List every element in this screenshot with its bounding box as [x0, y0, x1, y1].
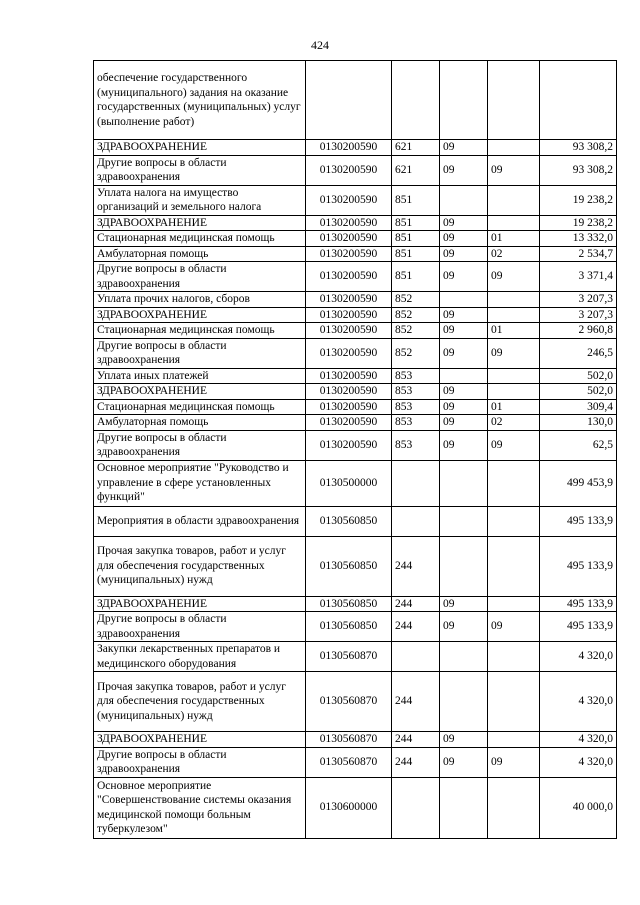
amount-cell: 19 238,2 — [540, 185, 617, 215]
expense-type-cell: 853 — [392, 384, 440, 400]
expense-type-cell: 621 — [392, 140, 440, 156]
expense-type-cell: 851 — [392, 231, 440, 247]
subsection-cell: 09 — [488, 747, 540, 777]
table-row — [94, 536, 617, 596]
name-cell: Основное мероприятие "Совершенствование системы оказания медицинской помощи больным туберкулезом" — [94, 777, 306, 838]
section-cell — [440, 61, 488, 140]
target-article-cell: 0130200590 — [306, 185, 392, 215]
expense-type-cell: 244 — [392, 596, 440, 612]
amount-cell: 93 308,2 — [540, 140, 617, 156]
expense-type-cell: 851 — [392, 262, 440, 292]
subsection-cell — [488, 307, 540, 323]
amount-cell: 62,5 — [540, 430, 617, 460]
section-cell: 09 — [440, 732, 488, 748]
amount-cell: 3 371,4 — [540, 262, 617, 292]
subsection-cell — [488, 61, 540, 140]
section-cell: 09 — [440, 399, 488, 415]
subsection-cell — [488, 140, 540, 156]
table-row — [94, 506, 617, 536]
target-article-cell: 0130200590 — [306, 399, 392, 415]
expense-type-cell — [392, 460, 440, 506]
subsection-cell: 02 — [488, 246, 540, 262]
subsection-cell — [488, 506, 540, 536]
section-cell — [440, 460, 488, 506]
amount-cell: 502,0 — [540, 384, 617, 400]
subsection-cell — [488, 536, 540, 596]
target-article-cell: 0130560870 — [306, 732, 392, 748]
subsection-cell — [488, 732, 540, 748]
expense-type-cell: 244 — [392, 536, 440, 596]
name-cell: Другие вопросы в области здравоохранения — [94, 747, 306, 777]
subsection-cell — [488, 777, 540, 838]
amount-cell: 4 320,0 — [540, 672, 617, 732]
amount-cell: 130,0 — [540, 415, 617, 431]
section-cell: 09 — [440, 246, 488, 262]
section-cell — [440, 292, 488, 308]
section-cell — [440, 185, 488, 215]
expense-type-cell: 621 — [392, 155, 440, 185]
section-cell — [440, 368, 488, 384]
table-row — [94, 642, 617, 672]
target-article-cell: 0130560850 — [306, 536, 392, 596]
table-row — [94, 368, 617, 384]
expense-type-cell: 851 — [392, 215, 440, 231]
amount-cell: 13 332,0 — [540, 231, 617, 247]
name-cell: ЗДРАВООХРАНЕНИЕ — [94, 215, 306, 231]
name-cell: Уплата иных платежей — [94, 368, 306, 384]
expense-type-cell: 244 — [392, 672, 440, 732]
target-article-cell: 0130200590 — [306, 368, 392, 384]
target-article-cell: 0130200590 — [306, 155, 392, 185]
expense-type-cell: 244 — [392, 747, 440, 777]
name-cell: Уплата прочих налогов, сборов — [94, 292, 306, 308]
section-cell: 09 — [440, 430, 488, 460]
expense-type-cell: 852 — [392, 292, 440, 308]
subsection-cell — [488, 384, 540, 400]
section-cell: 09 — [440, 155, 488, 185]
table-row — [94, 140, 617, 156]
target-article-cell: 0130200590 — [306, 215, 392, 231]
name-cell: Амбулаторная помощь — [94, 246, 306, 262]
target-article-cell: 0130200590 — [306, 307, 392, 323]
expense-type-cell: 852 — [392, 338, 440, 368]
subsection-cell: 01 — [488, 323, 540, 339]
name-cell: Основное мероприятие "Руководство и управление в сфере установленных функций" — [94, 460, 306, 506]
subsection-cell — [488, 672, 540, 732]
amount-cell: 499 453,9 — [540, 460, 617, 506]
subsection-cell — [488, 596, 540, 612]
table-row — [94, 262, 617, 292]
expense-type-cell — [392, 61, 440, 140]
target-article-cell: 0130200590 — [306, 262, 392, 292]
target-article-cell: 0130200590 — [306, 430, 392, 460]
subsection-cell: 09 — [488, 338, 540, 368]
table-row — [94, 399, 617, 415]
name-cell: Стационарная медицинская помощь — [94, 399, 306, 415]
name-cell: Другие вопросы в области здравоохранения — [94, 262, 306, 292]
target-article-cell: 0130200590 — [306, 415, 392, 431]
subsection-cell: 09 — [488, 430, 540, 460]
table-row — [94, 430, 617, 460]
target-article-cell: 0130600000 — [306, 777, 392, 838]
table-row — [94, 777, 617, 838]
page-number: 424 — [311, 38, 329, 52]
subsection-cell: 02 — [488, 415, 540, 431]
table-row — [94, 415, 617, 431]
target-article-cell: 0130200590 — [306, 338, 392, 368]
amount-cell: 19 238,2 — [540, 215, 617, 231]
subsection-cell: 09 — [488, 155, 540, 185]
expense-type-cell — [392, 506, 440, 536]
budget-table-body — [94, 61, 617, 839]
target-article-cell: 0130200590 — [306, 323, 392, 339]
amount-cell: 309,4 — [540, 399, 617, 415]
expense-type-cell: 852 — [392, 307, 440, 323]
table-row — [94, 732, 617, 748]
table-row — [94, 307, 617, 323]
amount-cell: 40 000,0 — [540, 777, 617, 838]
expense-type-cell: 851 — [392, 246, 440, 262]
section-cell — [440, 777, 488, 838]
name-cell: ЗДРАВООХРАНЕНИЕ — [94, 732, 306, 748]
target-article-cell: 0130200590 — [306, 292, 392, 308]
section-cell: 09 — [440, 747, 488, 777]
section-cell: 09 — [440, 415, 488, 431]
amount-cell — [540, 61, 617, 140]
name-cell: Прочая закупка товаров, работ и услуг для обеспечения государственных (муниципальных) нужд — [94, 672, 306, 732]
table-row — [94, 460, 617, 506]
amount-cell: 4 320,0 — [540, 642, 617, 672]
amount-cell: 246,5 — [540, 338, 617, 368]
section-cell: 09 — [440, 323, 488, 339]
section-cell: 09 — [440, 338, 488, 368]
target-article-cell: 0130560850 — [306, 596, 392, 612]
name-cell: Уплата налога на имущество организаций и земельного налога — [94, 185, 306, 215]
section-cell — [440, 642, 488, 672]
table-row — [94, 155, 617, 185]
target-article-cell — [306, 61, 392, 140]
section-cell: 09 — [440, 231, 488, 247]
subsection-cell — [488, 642, 540, 672]
target-article-cell: 0130560870 — [306, 672, 392, 732]
name-cell: Стационарная медицинская помощь — [94, 323, 306, 339]
amount-cell: 93 308,2 — [540, 155, 617, 185]
table-row — [94, 246, 617, 262]
subsection-cell: 09 — [488, 262, 540, 292]
name-cell: Другие вопросы в области здравоохранения — [94, 338, 306, 368]
table-row — [94, 292, 617, 308]
section-cell: 09 — [440, 612, 488, 642]
table-row — [94, 672, 617, 732]
amount-cell: 4 320,0 — [540, 732, 617, 748]
amount-cell: 502,0 — [540, 368, 617, 384]
name-cell: Прочая закупка товаров, работ и услуг для обеспечения государственных (муниципальных) нужд — [94, 536, 306, 596]
name-cell: ЗДРАВООХРАНЕНИЕ — [94, 384, 306, 400]
table-row — [94, 384, 617, 400]
amount-cell: 2 960,8 — [540, 323, 617, 339]
expense-type-cell — [392, 777, 440, 838]
expense-type-cell — [392, 642, 440, 672]
subsection-cell — [488, 460, 540, 506]
expense-type-cell: 853 — [392, 415, 440, 431]
table-row — [94, 612, 617, 642]
table-row — [94, 231, 617, 247]
target-article-cell: 0130560870 — [306, 747, 392, 777]
subsection-cell — [488, 185, 540, 215]
expense-type-cell: 853 — [392, 430, 440, 460]
amount-cell: 495 133,9 — [540, 612, 617, 642]
subsection-cell: 01 — [488, 231, 540, 247]
target-article-cell: 0130560870 — [306, 642, 392, 672]
table-row — [94, 185, 617, 215]
name-cell: Другие вопросы в области здравоохранения — [94, 430, 306, 460]
expense-type-cell: 244 — [392, 732, 440, 748]
amount-cell: 495 133,9 — [540, 596, 617, 612]
name-cell: Другие вопросы в области здравоохранения — [94, 612, 306, 642]
name-cell: ЗДРАВООХРАНЕНИЕ — [94, 140, 306, 156]
target-article-cell: 0130200590 — [306, 246, 392, 262]
target-article-cell: 0130560850 — [306, 612, 392, 642]
table-row — [94, 596, 617, 612]
target-article-cell: 0130200590 — [306, 384, 392, 400]
name-cell: Другие вопросы в области здравоохранения — [94, 155, 306, 185]
section-cell — [440, 506, 488, 536]
name-cell: ЗДРАВООХРАНЕНИЕ — [94, 307, 306, 323]
amount-cell: 3 207,3 — [540, 307, 617, 323]
subsection-cell — [488, 368, 540, 384]
expense-type-cell: 852 — [392, 323, 440, 339]
amount-cell: 3 207,3 — [540, 292, 617, 308]
amount-cell: 2 534,7 — [540, 246, 617, 262]
expense-type-cell: 853 — [392, 399, 440, 415]
section-cell: 09 — [440, 140, 488, 156]
name-cell: обеспечение государственного (муниципального) задания на оказание государственных (муниципальных) услуг (выполнение работ) — [94, 61, 306, 140]
amount-cell: 495 133,9 — [540, 536, 617, 596]
section-cell: 09 — [440, 384, 488, 400]
section-cell: 09 — [440, 262, 488, 292]
name-cell: Стационарная медицинская помощь — [94, 231, 306, 247]
table-row — [94, 323, 617, 339]
subsection-cell — [488, 292, 540, 308]
target-article-cell: 0130560850 — [306, 506, 392, 536]
expense-type-cell: 853 — [392, 368, 440, 384]
target-article-cell: 0130200590 — [306, 140, 392, 156]
subsection-cell: 09 — [488, 612, 540, 642]
target-article-cell: 0130200590 — [306, 231, 392, 247]
section-cell: 09 — [440, 215, 488, 231]
section-cell: 09 — [440, 307, 488, 323]
target-article-cell: 0130500000 — [306, 460, 392, 506]
amount-cell: 4 320,0 — [540, 747, 617, 777]
table-row — [94, 215, 617, 231]
name-cell: Амбулаторная помощь — [94, 415, 306, 431]
table-row — [94, 747, 617, 777]
section-cell: 09 — [440, 596, 488, 612]
section-cell — [440, 536, 488, 596]
budget-table — [93, 60, 617, 839]
amount-cell: 495 133,9 — [540, 506, 617, 536]
expense-type-cell: 244 — [392, 612, 440, 642]
table-row — [94, 61, 617, 140]
table-row — [94, 338, 617, 368]
section-cell — [440, 672, 488, 732]
expense-type-cell: 851 — [392, 185, 440, 215]
name-cell: ЗДРАВООХРАНЕНИЕ — [94, 596, 306, 612]
subsection-cell — [488, 215, 540, 231]
name-cell: Мероприятия в области здравоохранения — [94, 506, 306, 536]
name-cell: Закупки лекарственных препаратов и медицинского оборудования — [94, 642, 306, 672]
subsection-cell: 01 — [488, 399, 540, 415]
